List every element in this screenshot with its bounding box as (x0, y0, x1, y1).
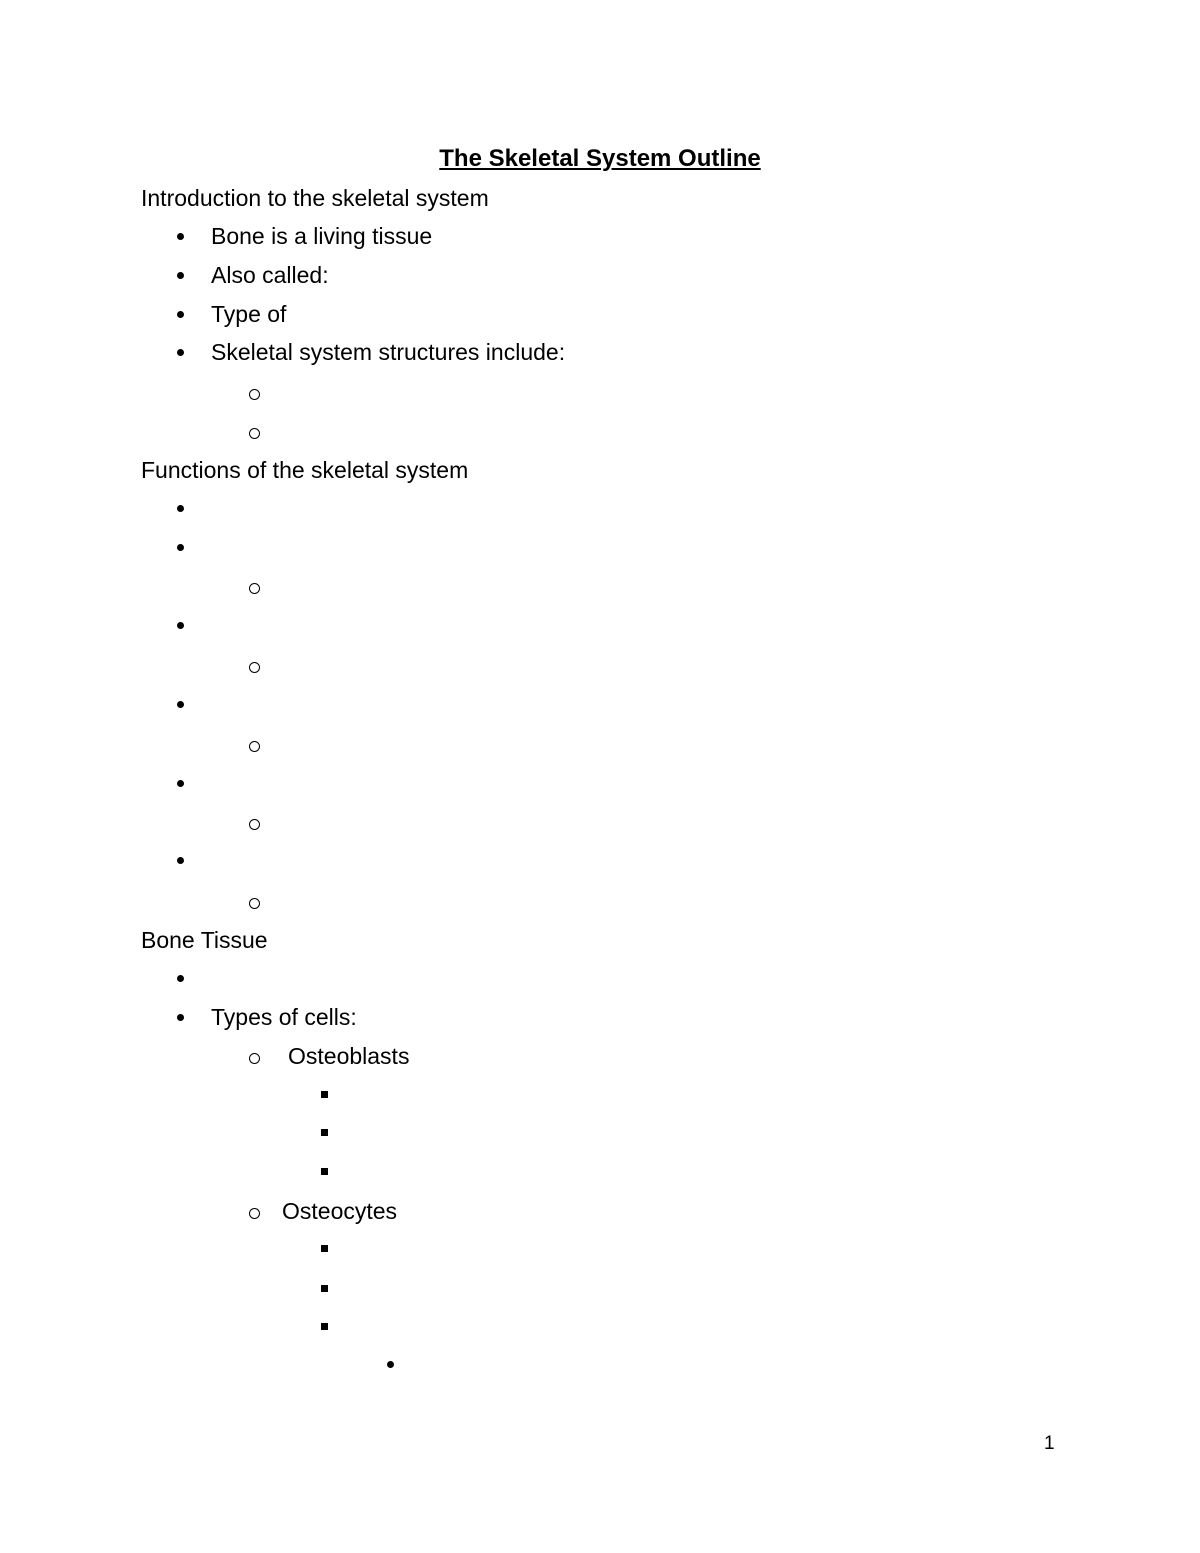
bullet-marker (177, 311, 184, 318)
bullet-marker (177, 272, 184, 279)
bullet-marker (177, 622, 184, 629)
square-marker (321, 1285, 328, 1292)
bullet-marker (177, 701, 184, 708)
circle-marker (249, 898, 260, 909)
square-marker (321, 1245, 328, 1252)
bullet-marker (387, 1361, 394, 1368)
circle-marker (249, 1053, 260, 1064)
list-item-text: Also called: (211, 262, 329, 288)
document-title: The Skeletal System Outline (439, 145, 761, 172)
circle-marker (249, 1208, 260, 1219)
section-heading: Bone Tissue (141, 927, 268, 953)
bullet-marker (177, 975, 184, 982)
circle-marker (249, 819, 260, 830)
square-marker (321, 1091, 328, 1098)
section-heading: Functions of the skeletal system (141, 457, 469, 483)
bullet-marker (177, 857, 184, 864)
bullet-marker (177, 544, 184, 551)
list-item-text: Osteocytes (282, 1198, 398, 1224)
bullet-marker (177, 1014, 184, 1021)
page-number: 1 (1044, 1433, 1055, 1454)
square-marker (321, 1168, 328, 1175)
circle-marker (249, 662, 260, 673)
list-item-text: Skeletal system structures include: (211, 339, 566, 365)
circle-marker (249, 741, 260, 752)
bullet-marker (177, 233, 184, 240)
bullet-marker (177, 505, 184, 512)
square-marker (321, 1129, 328, 1136)
bullet-marker (177, 349, 184, 356)
bullet-marker (177, 780, 184, 787)
list-item-text: Osteoblasts (288, 1043, 410, 1069)
circle-marker (249, 389, 260, 400)
circle-marker (249, 583, 260, 594)
list-item-text: Type of (211, 301, 287, 327)
list-item-text: Bone is a living tissue (211, 223, 433, 249)
square-marker (321, 1323, 328, 1330)
list-item-text: Types of cells: (211, 1004, 357, 1030)
circle-marker (249, 428, 260, 439)
section-heading: Introduction to the skeletal system (141, 185, 489, 211)
